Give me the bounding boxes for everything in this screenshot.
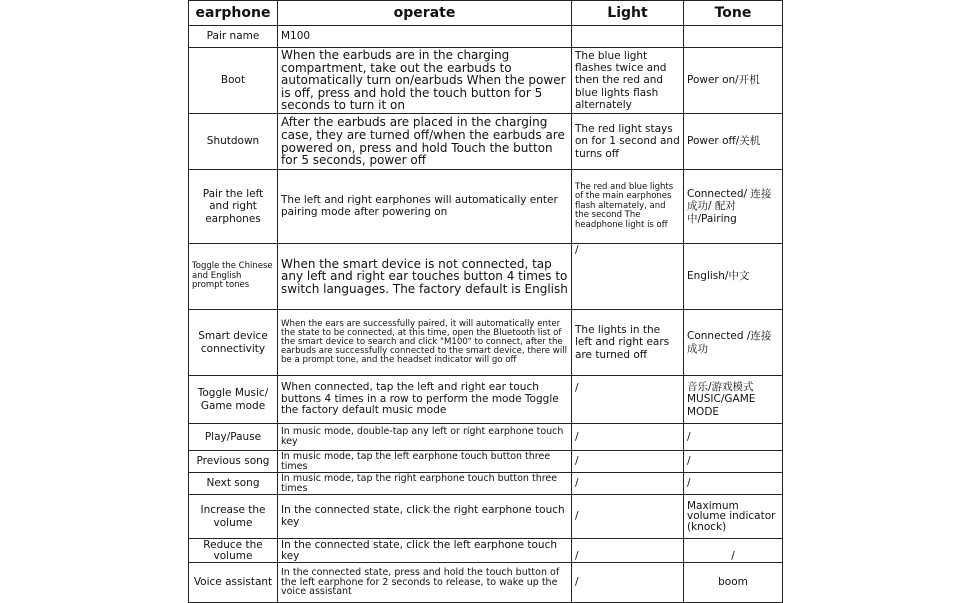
table-row — [189, 563, 783, 603]
function-cell: Reduce the volume — [189, 539, 278, 563]
function-cell: Next song — [189, 473, 278, 495]
header-earphone: earphone — [189, 1, 278, 26]
operate-cell: When the ears are successfully paired, it will automatically enter the state to be connected, at this time, open the Bluetooth list of the smart device to search and click "M100" to connect, after the earbuds are successfully connected to the smart device, there will be a prompt tone, and the headset indicator will go off — [278, 310, 572, 376]
operate-cell: In music mode, double-tap any left or right earphone touch key — [278, 424, 572, 451]
tone-cell: Connected/ 连接成功/ 配对中/Pairing — [684, 170, 783, 244]
tone-cell: 音乐/游戏模式 MUSIC/GAME MODE — [684, 376, 783, 424]
table-row — [189, 48, 783, 114]
table-row — [189, 26, 783, 48]
tone-cell: / — [684, 424, 783, 451]
operate-cell: The left and right earphones will automatically enter pairing mode after powering on — [278, 170, 572, 244]
table-row — [189, 170, 783, 244]
operate-cell: When connected, tap the left and right ear touch buttons 4 times in a row to perform the mode Toggle the factory default music mode — [278, 376, 572, 424]
table-row — [189, 310, 783, 376]
operate-cell: When the earbuds are in the charging compartment, take out the earbuds to automatically turn on/earbuds When the power is off, press and hold the touch button for 5 seconds to turn it on — [278, 48, 572, 114]
tone-cell: English/中文 — [684, 244, 783, 310]
tone-cell: / — [684, 473, 783, 495]
operate-cell: In the connected state, click the left earphone touch key — [278, 539, 572, 563]
header-row — [189, 1, 783, 26]
light-cell — [572, 26, 684, 48]
function-table — [188, 0, 783, 603]
tone-cell: / — [684, 539, 783, 563]
table-row — [189, 376, 783, 424]
operate-cell: When the smart device is not connected, tap any left and right ear touches button 4 times to switch languages. The factory default is English — [278, 244, 572, 310]
operate-cell: In music mode, tap the right earphone touch button three times — [278, 473, 572, 495]
tone-cell: Power off/关机 — [684, 114, 783, 170]
header-operate: operate — [278, 1, 572, 26]
function-cell: Shutdown — [189, 114, 278, 170]
light-cell: / — [572, 539, 684, 563]
function-cell: Pair name — [189, 26, 278, 48]
function-cell: Boot — [189, 48, 278, 114]
function-cell: Increase the volume — [189, 495, 278, 539]
header-tone: Tone — [684, 1, 783, 26]
light-cell: / — [572, 451, 684, 473]
tone-cell: Maximum volume indicator (knock) — [684, 495, 783, 539]
table-row — [189, 539, 783, 563]
light-cell: The red light stays on for 1 second and turns off — [572, 114, 684, 170]
table-row — [189, 495, 783, 539]
header-light: Light — [572, 1, 684, 26]
light-cell: The blue light flashes twice and then the red and blue lights flash alternately — [572, 48, 684, 114]
function-cell: Toggle Music/ Game mode — [189, 376, 278, 424]
tone-cell: / — [684, 451, 783, 473]
light-cell: / — [572, 563, 684, 603]
function-cell: Play/Pause — [189, 424, 278, 451]
function-cell: Previous song — [189, 451, 278, 473]
light-cell: / — [572, 473, 684, 495]
operate-cell: In the connected state, press and hold the touch button of the left earphone for 2 seconds to release, to wake up the voice assistant — [278, 563, 572, 603]
light-cell: / — [572, 424, 684, 451]
function-cell: Pair the left and right earphones — [189, 170, 278, 244]
table-row — [189, 114, 783, 170]
operate-cell: In the connected state, click the right earphone touch key — [278, 495, 572, 539]
table-row — [189, 451, 783, 473]
function-cell: Voice assistant — [189, 563, 278, 603]
table-row — [189, 473, 783, 495]
table-row — [189, 424, 783, 451]
light-cell: / — [572, 495, 684, 539]
operate-cell: In music mode, tap the left earphone touch button three times — [278, 451, 572, 473]
tone-cell: Connected /连接成功 — [684, 310, 783, 376]
function-cell: Smart device connectivity — [189, 310, 278, 376]
light-cell: The red and blue lights of the main earphones flash alternately, and the second The headphone light is off — [572, 170, 684, 244]
operate-cell: After the earbuds are placed in the charging case, they are turned off/when the earbuds are powered on, press and hold Touch the button for 5 seconds, power off — [278, 114, 572, 170]
operate-cell: M100 — [278, 26, 572, 48]
tone-cell: Power on/开机 — [684, 48, 783, 114]
light-cell: / — [572, 376, 684, 424]
table-row — [189, 244, 783, 310]
light-cell: / — [572, 244, 684, 310]
light-cell: The lights in the left and right ears are turned off — [572, 310, 684, 376]
tone-cell: boom — [684, 563, 783, 603]
tone-cell — [684, 26, 783, 48]
function-cell: Toggle the Chinese and English prompt tones — [189, 244, 278, 310]
